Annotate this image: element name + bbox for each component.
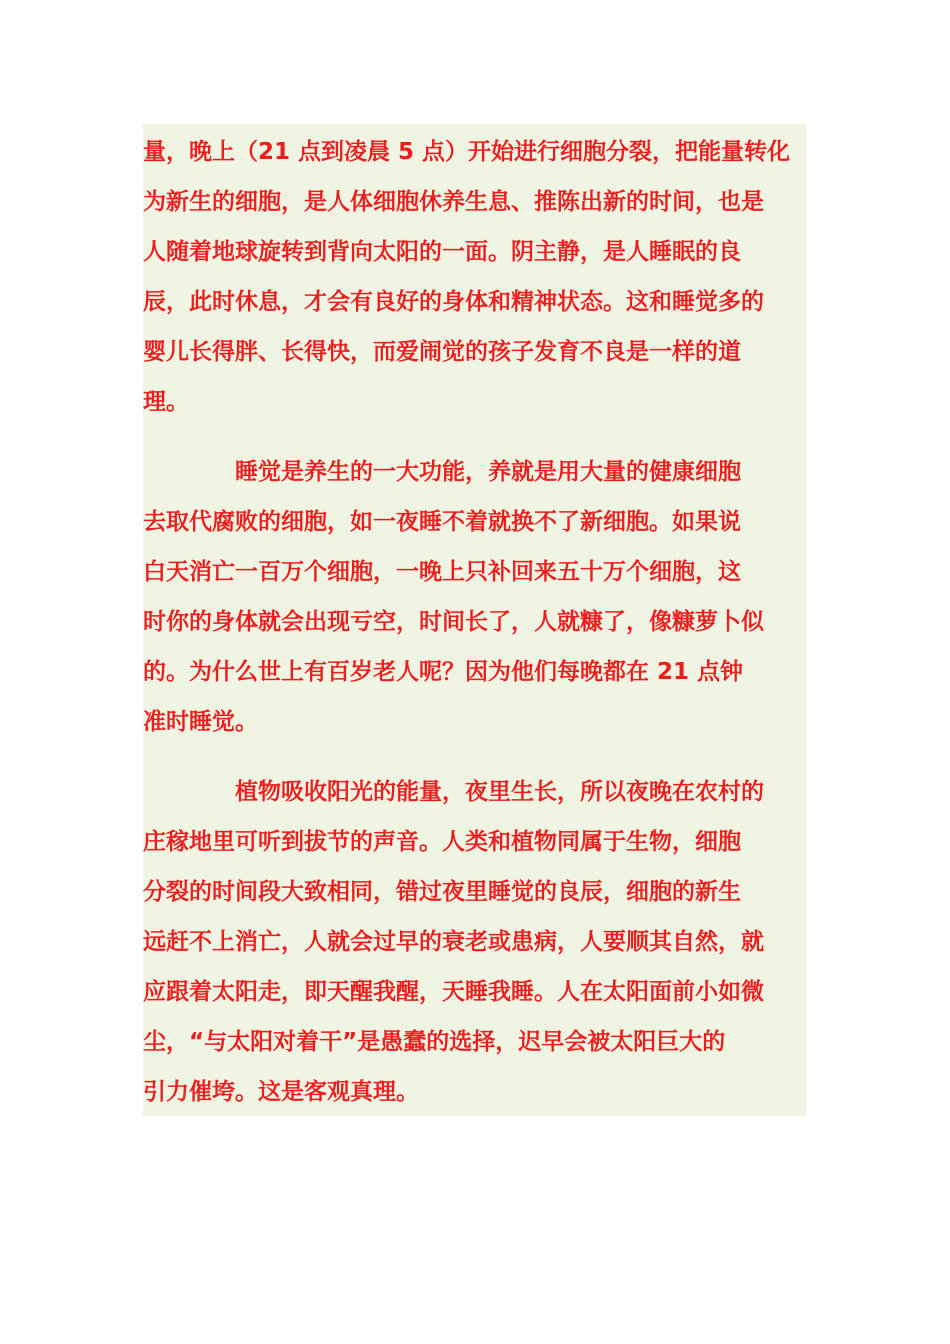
text-line: 理。 (143, 389, 189, 415)
paragraph-3 (143, 767, 806, 1117)
text-line: 应跟着太阳走，即天醒我醒，天睡我睡。人在太阳面前小如微 (143, 979, 764, 1005)
text-line: 植物吸收阳光的能量，夜里生长，所以夜晚在农村的 (235, 779, 764, 805)
text-line: 婴儿长得胖、长得快，而爱闹觉的孩子发育不良是一样的道 (143, 339, 741, 365)
document-text-panel (143, 124, 806, 1116)
text-line: 引力催垮。这是客观真理。 (143, 1079, 419, 1105)
text-line: 人随着地球旋转到背向太阳的一面。阴主静，是人睡眠的良 (143, 239, 741, 265)
text-line: 准时睡觉。 (143, 709, 258, 735)
text-line: 辰，此时休息，才会有良好的身体和精神状态。这和睡觉多的 (143, 289, 764, 315)
text-line: 的。为什么世上有百岁老人呢？因为他们每晚都在 21 点钟 (143, 659, 744, 685)
text-line: 尘，“与太阳对着干”是愚蠢的选择，迟早会被太阳巨大的 (143, 1029, 726, 1055)
text-line: 远赶不上消亡，人就会过早的衰老或患病，人要顺其自然，就 (143, 929, 764, 955)
text-line: 白天消亡一百万个细胞，一晚上只补回来五十万个细胞，这 (143, 559, 741, 585)
text-line: 去取代腐败的细胞，如一夜睡不着就换不了新细胞。如果说 (143, 509, 741, 535)
text-line: 分裂的时间段大致相同，错过夜里睡觉的良辰，细胞的新生 (143, 879, 741, 905)
text-line: 庄稼地里可听到拔节的声音。人类和植物同属于生物，细胞 (143, 829, 741, 855)
paragraph-1 (143, 127, 806, 427)
text-line: 为新生的细胞，是人体细胞休养生息、推陈出新的时间，也是 (143, 189, 764, 215)
paragraph-2 (143, 447, 806, 747)
text-line: 时你的身体就会出现亏空，时间长了，人就糠了，像糠萝卜似 (143, 609, 764, 635)
text-line: 睡觉是养生的一大功能，养就是用大量的健康细胞 (235, 459, 741, 485)
text-line: 量，晚上（21 点到凌晨 5 点）开始进行细胞分裂，把能量转化 (143, 139, 791, 165)
